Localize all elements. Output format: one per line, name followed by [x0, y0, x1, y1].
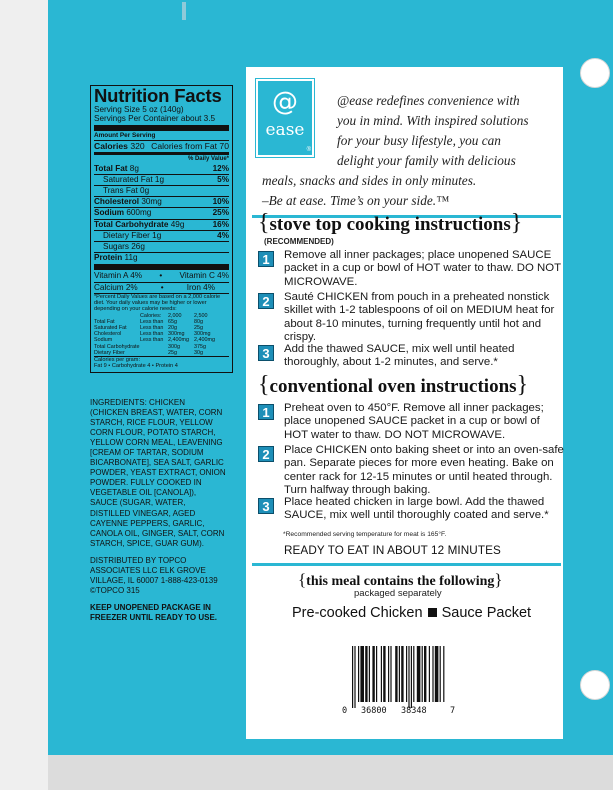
- step-number-badge: 2: [258, 446, 274, 462]
- nutrient-name: Protein: [94, 253, 123, 263]
- step-body: Add the thawed SAUCE, mix well until heated thoroughly, about 1-2 minutes, and serve.*: [284, 343, 515, 369]
- nutrient-name: Total Fat: [94, 163, 128, 173]
- item-sauce: Sauce Packet: [441, 605, 532, 621]
- ready-time: READY TO EAT IN ABOUT 12 MINUTES: [284, 544, 501, 557]
- barcode-bar: [352, 646, 353, 708]
- separator: [252, 563, 561, 566]
- footnote: *Percent Daily Values are based on a 2,000 calorie diet. Your daily values may be higher or lower depending on your calorie needs:: [94, 293, 221, 313]
- vitamin-row: [94, 271, 229, 281]
- upc-barcode: [348, 638, 448, 713]
- daily-values-cell: Cholesterol: [94, 331, 122, 338]
- barcode-bar: [422, 646, 423, 702]
- barcode-left-digit: 0: [342, 706, 348, 716]
- bullet: •: [159, 271, 163, 281]
- calories-label: Calories: [94, 140, 128, 151]
- scan-mark: [182, 2, 186, 20]
- nutrient-daily-value: 10%: [212, 197, 229, 207]
- daily-values-cell: Less than: [140, 337, 164, 344]
- daily-values-cell: [140, 350, 168, 356]
- nutrient-label: [94, 208, 151, 218]
- nutrition-facts-panel: [90, 85, 233, 373]
- step-body: Place CHICKEN onto baking sheet or into an oven-safe pan. Separate pieces for more even heating. Bake on center rack for 12-15 minutes or until heated through. Turn halfway through baking.: [284, 444, 564, 497]
- meal-title-text: this meal contains the following: [306, 574, 495, 589]
- intro-line: you in mind. With inspired solutions: [337, 113, 529, 128]
- daily-values-cell: 300g: [168, 343, 180, 350]
- calories-value: 320: [130, 140, 145, 151]
- nutrient-row: [94, 230, 229, 241]
- step-body: Place heated chicken in large bowl. Add the thawed SAUCE, mix well until thoroughly coated and serve.*: [284, 496, 549, 522]
- nutrient-name: Sugars: [103, 241, 129, 251]
- servings-per-container: Servings Per Container about 3.5: [94, 114, 216, 124]
- nutrient-name: Dietary Fiber: [103, 230, 150, 240]
- step-warning: DO NOT MICROWAVE.: [384, 428, 506, 441]
- serving-size: Serving Size 5 oz (140g): [94, 105, 184, 114]
- barcode-bars: [348, 638, 448, 713]
- nutrient-daily-value: 16%: [212, 219, 229, 229]
- nutrient-name: Saturated Fat: [103, 174, 153, 184]
- barcode-bar: [376, 646, 377, 702]
- square-bullet-icon: [428, 608, 437, 617]
- barcode-bar: [354, 646, 355, 708]
- barcode-bar: [372, 646, 374, 702]
- per-gram-values: Fat 9 • Carbohydrate 4 • Protein 4: [94, 363, 178, 370]
- divider: [94, 125, 229, 131]
- step-text: [284, 402, 564, 442]
- nutrient-amount: 30mg: [141, 197, 162, 207]
- calories-from-fat: Calories from Fat 70: [151, 140, 229, 151]
- daily-values-cell: 25g: [194, 325, 203, 332]
- barcode-bar: [429, 646, 430, 702]
- barcode-check-digit: 7: [450, 706, 456, 716]
- daily-values-cell: Dietary Fiber: [94, 349, 125, 356]
- step-number-badge: 3: [258, 498, 274, 514]
- nutrient-label: [103, 242, 145, 252]
- barcode-bar: [401, 646, 403, 702]
- nutrient-label: [94, 253, 138, 263]
- punch-hole: [580, 670, 610, 700]
- barcode-left-group: 36800: [361, 706, 387, 716]
- punch-hole: [580, 58, 610, 88]
- barcode-bar: [381, 646, 382, 702]
- nutrient-label: [103, 231, 161, 241]
- divider: [94, 264, 229, 270]
- meal-items: [292, 605, 531, 621]
- registered-mark: ®: [306, 147, 311, 153]
- daily-values-cell: Less than: [140, 331, 164, 338]
- nutrient-amount: 1g: [152, 230, 162, 240]
- barcode-bar: [408, 646, 409, 708]
- daily-values-cell: 375g: [194, 343, 206, 350]
- meal-contents-title: [298, 570, 503, 590]
- logo-word: ease: [265, 120, 305, 140]
- recommended-label: (RECOMMENDED): [264, 237, 334, 246]
- calcium: Calcium 2%: [94, 282, 138, 292]
- barcode-bar: [435, 646, 439, 702]
- brace-open: {: [258, 372, 270, 398]
- temperature-note: *Recommended serving temperature for meat is 165°F.: [283, 531, 447, 538]
- step-body: Remove all inner packages; place unopened SAUCE packet in a cup or bowl of HOT water to thaw.: [284, 249, 552, 275]
- barcode-bar: [388, 646, 389, 702]
- barcode-bar: [365, 646, 367, 702]
- daily-values-cell: Calories:: [140, 312, 162, 319]
- calories-per-gram: Calories per gram:: [94, 357, 141, 364]
- meal-subtitle: packaged separately: [354, 588, 442, 599]
- daily-values-cell: 80g: [194, 318, 203, 325]
- nutrient-row: [94, 219, 229, 230]
- daily-values-row: [94, 350, 229, 356]
- brace-close: }: [494, 570, 503, 589]
- daily-values-cell: 25g: [168, 349, 177, 356]
- nutrient-amount: 1g: [154, 174, 164, 184]
- amount-per-serving: Amount Per Serving: [94, 131, 156, 139]
- at-symbol: @: [272, 87, 298, 117]
- brace-close: }: [510, 210, 523, 236]
- daily-values-cell: 20g: [168, 325, 177, 332]
- daily-values-cell: 65g: [168, 318, 177, 325]
- vitamin-c: Vitamin C 4%: [179, 271, 229, 281]
- intro-line: delight your family with delicious: [337, 153, 516, 168]
- intro-line: meals, snacks and sides in only minutes.: [262, 173, 477, 188]
- nutrient-row: [94, 174, 229, 185]
- nutrient-amount: 26g: [131, 241, 145, 251]
- barcode-bar: [440, 646, 441, 702]
- barcode-right-group: 38348: [401, 706, 427, 716]
- stove-title: [258, 210, 522, 237]
- barcode-bar: [395, 646, 397, 702]
- divider: [94, 152, 229, 155]
- step-number-badge: 3: [258, 345, 274, 361]
- intro-line: –Be at ease. Time’s on your side.™: [262, 193, 450, 208]
- nutrient-name: Cholesterol: [94, 197, 140, 207]
- brace-close: }: [516, 372, 529, 398]
- distributor-text: DISTRIBUTED BY TOPCO ASSOCIATES LLC ELK GROVE VILLAGE, IL 60007 1-888-423-0139 ©TOPCO 315: [90, 554, 218, 595]
- step-text: [284, 249, 564, 289]
- nutrient-row: [94, 252, 229, 263]
- nutrient-label: [94, 164, 139, 174]
- nutrient-name: Total Carbohydrate: [94, 219, 169, 229]
- nutrient-daily-value: 5%: [217, 174, 229, 184]
- daily-values-cell: Total Fat: [94, 318, 115, 325]
- nutrient-daily-value: 4%: [217, 230, 229, 240]
- nutrient-row: [94, 241, 229, 252]
- barcode-bar: [432, 646, 433, 702]
- brace-open: {: [298, 570, 307, 589]
- nutrient-label: [94, 220, 184, 230]
- barcode-bar: [443, 646, 444, 702]
- barcode-bar: [369, 646, 370, 702]
- daily-values-cell: 2,000: [168, 312, 182, 319]
- ingredients-block: [90, 397, 226, 629]
- nutrient-amount: 0g: [140, 185, 150, 195]
- calories-row: [94, 140, 229, 151]
- barcode-bar: [424, 646, 426, 702]
- daily-values-table: [94, 313, 229, 356]
- item-chicken: Pre-cooked Chicken: [292, 605, 423, 621]
- barcode-bar: [390, 646, 391, 702]
- nutrient-row: [94, 185, 229, 196]
- nutrient-row: [94, 196, 229, 207]
- nutrient-daily-value: 25%: [212, 208, 229, 218]
- bullet: •: [160, 282, 164, 292]
- step-body: Sauté CHICKEN from pouch in a preheated nonstick skillet with 1-2 tablespoons of oil on MEDIUM heat for about 8-10 minutes, turning frequently until hot and crispy.: [284, 291, 555, 344]
- brace-open: {: [258, 210, 270, 236]
- step-warning: DO NOT MICROWAVE.: [284, 262, 561, 288]
- daily-values-cell: 2,400mg: [168, 337, 189, 344]
- nutrient-rows: [94, 164, 229, 264]
- nutrient-label: [94, 197, 162, 207]
- step-text: [284, 291, 564, 345]
- nutrient-amount: 600mg: [126, 208, 152, 218]
- stove-title-text: stove top cooking instructions: [269, 214, 511, 235]
- barcode-bar: [413, 646, 414, 702]
- storage-text: KEEP UNOPENED PACKAGE IN FREEZER UNTIL READY TO USE.: [90, 601, 218, 622]
- daily-values-cell: Less than: [140, 325, 164, 332]
- daily-value-header: % Daily Value*: [187, 156, 229, 163]
- daily-values-cell: Saturated Fat: [94, 325, 127, 332]
- nutrient-daily-value: 12%: [212, 163, 229, 173]
- intro-line: @ease redefines convenience with: [337, 93, 520, 108]
- step-body: Preheat oven to 450°F. Remove all inner packages; place unopened SAUCE packet in a cup or bowl of HOT water to thaw.: [284, 402, 544, 441]
- barcode-bar: [399, 646, 400, 702]
- daily-values-cell: 2,500: [194, 312, 208, 319]
- nutrient-amount: 8g: [129, 163, 139, 173]
- intro-line: for your busy lifestyle, you can: [337, 133, 501, 148]
- nutrient-amount: 49g: [170, 219, 185, 229]
- oven-title: [258, 372, 528, 399]
- step-number-badge: 1: [258, 251, 274, 267]
- nutrient-row: [94, 207, 229, 218]
- nutrient-amount: 11g: [124, 253, 138, 263]
- oven-title-text: conventional oven instructions: [269, 376, 517, 397]
- ingredients-text: INGREDIENTS: CHICKEN (CHICKEN BREAST, WATER, CORN STARCH, RICE FLOUR, YELLOW CORN FLOUR, POTATO STARCH, YELLOW CORN MEAL, LEAVENING [CREAM OF TARTAR, SODIUM BICARBONATE], SEA SALT, GARLIC POWDER, YEAST EXTRACT, ONION POWDER. FULLY COOKED IN VEGETABLE OIL [CANOLA]), SAUCE (SUGAR, WATER, DISTILLED VINEGAR, AGED CAYENNE PEPPERS, GARLIC, CANOLA OIL, GINGER, SALT, CORN STARCH, SPICE, GUAR GUM).: [90, 397, 226, 548]
- daily-values-cell: 300mg: [194, 331, 211, 338]
- daily-values-cell: Sodium: [94, 337, 113, 344]
- daily-values-cell: 2,400mg: [194, 337, 215, 344]
- vitamin-a: Vitamin A 4%: [94, 271, 143, 281]
- nutrient-name: Sodium: [94, 208, 125, 218]
- mineral-row: [94, 282, 229, 293]
- nutrient-label: [103, 175, 164, 185]
- nutrient-row: [94, 164, 229, 174]
- step-text: [284, 343, 564, 370]
- step-text: [284, 444, 564, 498]
- barcode-bar: [417, 646, 421, 702]
- daily-values-cell: Total Carbohydrate: [94, 343, 140, 350]
- barcode-bar: [406, 646, 407, 702]
- page-bottom-margin: [48, 755, 613, 790]
- daily-values-cell: 30g: [194, 349, 203, 356]
- barcode-bar: [383, 646, 385, 702]
- barcode-bar: [360, 646, 364, 702]
- step-number-badge: 2: [258, 293, 274, 309]
- barcode-bar: [358, 646, 359, 702]
- daily-values-cell: Less than: [140, 318, 164, 325]
- barcode-bar: [411, 646, 412, 708]
- nutrient-name: Trans Fat: [103, 185, 138, 195]
- nutrient-label: [103, 186, 149, 196]
- daily-values-cell: 300mg: [168, 331, 185, 338]
- ease-logo: [256, 79, 314, 157]
- step-text: [284, 496, 564, 523]
- nutrition-title: Nutrition Facts: [94, 85, 222, 106]
- iron: Iron 4%: [186, 282, 215, 292]
- step-number-badge: 1: [258, 404, 274, 420]
